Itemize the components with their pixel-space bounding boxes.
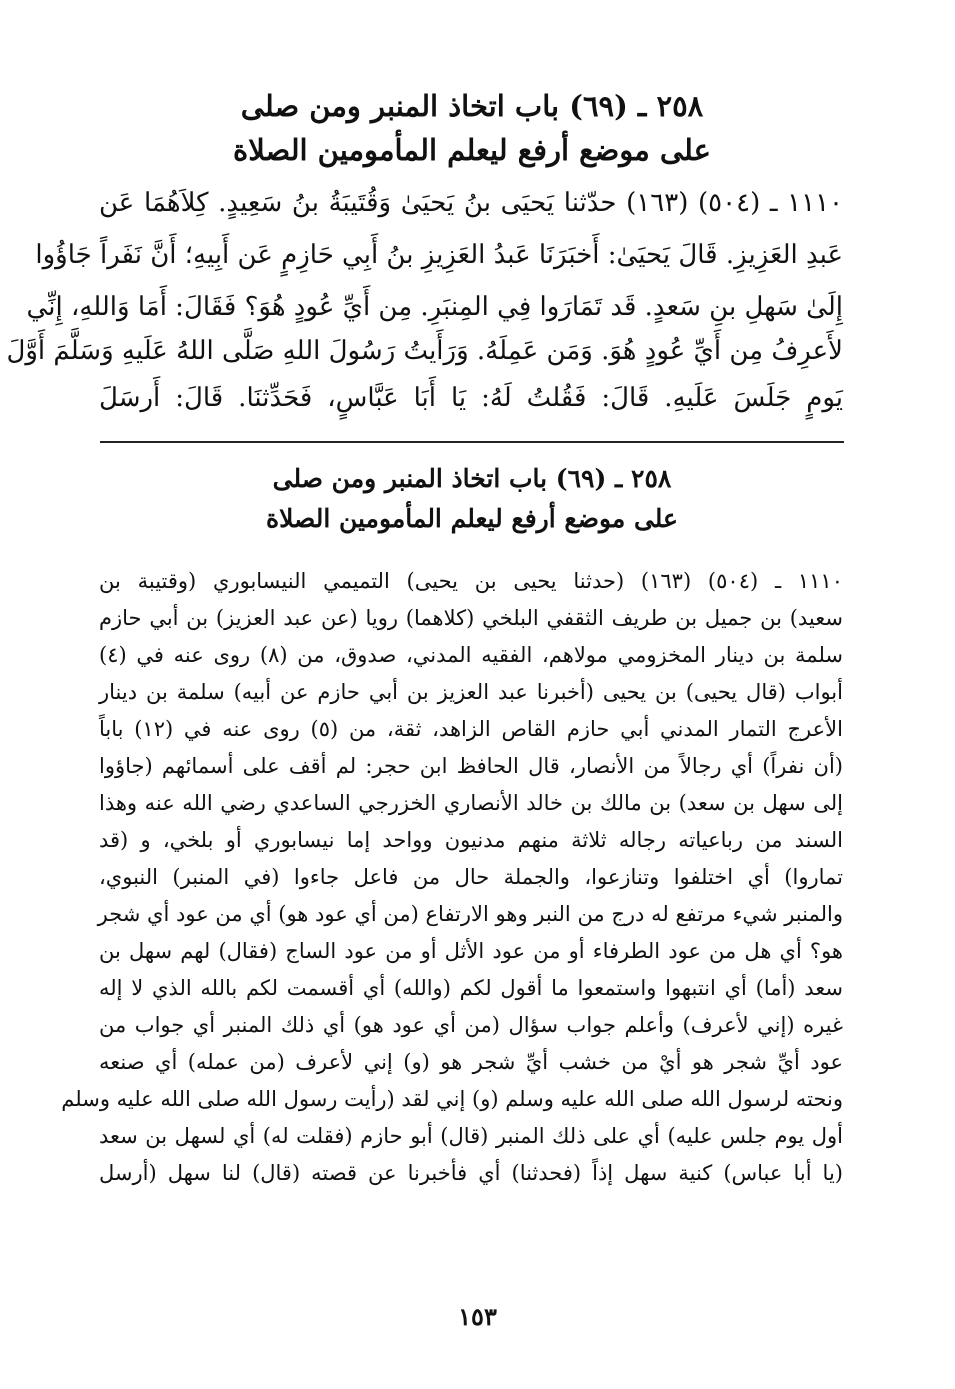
commentary-text-line: إلى سهل بن سعد) بن مالك بن خالد الأنصاري الخزرجي الساعدي رضي الله عنه وهذا bbox=[99, 791, 843, 815]
commentary-title-line-2: على موضع أرفع ليعلم المأمومين الصلاة bbox=[266, 504, 678, 533]
commentary-text-line: الأعرج التمار المدني أبي حازم القاص الزاهد، ثقة، من (٥) روى عنه في (١٢) باباً bbox=[99, 717, 843, 741]
commentary-text-line: سعد (أما) أي انتبهوا واستمعوا ما أقول لكم (والله) أي أقسمت لكم بالله الذي لا إله bbox=[99, 976, 843, 1000]
commentary-text-line: والمنبر شيء مرتفع له درج من النبر وهو الارتفاع (من أي عود هو) أي من عود أي شجر bbox=[97, 902, 843, 926]
commentary-text-line: سعيد) بن جميل بن طريف الثقفي البلخي (كلاهما) رويا (عن عبد العزيز) بن أبي حازم bbox=[99, 606, 843, 630]
hadith-text-line: يَومٍ جَلَسَ عَلَيهِ. قَالَ: فَقُلتُ لَهُ: يَا أَبَا عَبَّاسٍ، فَحَدِّثنَا. قَالَ: أَرسَلَ bbox=[99, 383, 843, 413]
hadith-text-line: ١١١٠ ـ (٥٠٤) (١٦٣) حدّثنا يَحيَى بنُ يَحيَىٰ وَقُتَيبَةُ بنُ سَعِيدٍ. كِلاَهُمَا عَن bbox=[99, 188, 843, 218]
commentary-text-line: أبواب (قال يحيى) بن يحيى (أخبرنا عبد العزيز بن أبي حازم عن أبيه) سلمة بن دينار bbox=[99, 680, 843, 704]
commentary-text-line: السند من رباعياته رجاله ثلاثة منهم مدنيون وواحد إما نيسابوري أو بلخي، و (قد bbox=[99, 828, 843, 852]
commentary-text-line: تماروا) أي اختلفوا وتنازعوا، والجملة حال من فاعل جاءوا (في المنبر) النبوي، bbox=[99, 865, 843, 889]
commentary-text-line: عود أيِّ شجر هو أيْ من خشب أيِّ شجر هو (و) إني لأعرف (من عمله) أي صنعه bbox=[99, 1050, 843, 1074]
commentary-text-line: (يا أبا عباس) كنية سهل إذاً (فحدثنا) أي فأخبرنا عن قصته (قال) لنا سهل (أرسل bbox=[99, 1161, 843, 1185]
hadith-text-line: لأَعرِفُ مِن أَيِّ عُودٍ هُوَ. وَمَن عَمِلَهُ. وَرَأَيتُ رَسُولَ اللهِ صَلَّى اللهُ عَلَيهِ وَسَلَّمَ أَوَّلَ bbox=[6, 336, 843, 366]
section-divider bbox=[100, 441, 844, 443]
commentary-text-line: ١١١٠ ـ (٥٠٤) (١٦٣) (حدثنا يحيى بن يحيى) التميمي النيسابوري (وقتيبة بن bbox=[99, 569, 843, 593]
commentary-text-line: هو؟ أي هل من عود الطرفاء أو من عود الأثل أو من عود الساج (فقال) لهم سهل بن bbox=[99, 939, 843, 963]
page-number: ١٥٣ bbox=[458, 1302, 497, 1331]
hadith-text-line: إِلَىٰ سَهلِ بنِ سَعدٍ. قَد تَمَارَوا فِي المِنبَرِ. مِن أَيِّ عُودٍ هُوَ؟ فَقَالَ: أَمَا وَاللهِ، إِنِّي bbox=[26, 292, 843, 322]
chapter-title-line-2: على موضع أرفع ليعلم المأمومين الصلاة bbox=[233, 133, 711, 167]
commentary-text-line: غيره (إني لأعرف) وأعلم جواب سؤال (من أي عود هو) أي ذلك المنبر أي جواب من bbox=[99, 1013, 843, 1037]
hadith-text-line: عَبدِ العَزِيزِ. قَالَ يَحيَىٰ: أَخبَرَنَا عَبدُ العَزِيزِ بنُ أَبِي حَازِمٍ عَن أَبِيهِ؛ أَنَّ نَفَراً جَاؤُوا bbox=[35, 240, 843, 270]
commentary-title-line-1: ٢٥٨ ـ (٦٩) باب اتخاذ المنبر ومن صلى bbox=[272, 464, 672, 493]
commentary-text-line: (أن نفراً) أي رجالاً من الأنصار، قال الحافظ ابن حجر: لم أقف على أسمائهم (جاؤوا bbox=[99, 754, 843, 778]
commentary-text-line: ونحته لرسول الله صلى الله عليه وسلم (و) إني لقد (رأيت رسول الله صلى الله عليه وسلم bbox=[61, 1087, 843, 1111]
commentary-text-line: أول يوم جلس عليه) أي على ذلك المنبر (قال) أبو حازم (فقلت له) أي لسهل بن سعد bbox=[99, 1124, 843, 1148]
chapter-title-line-1: ٢٥٨ ـ (٦٩) باب اتخاذ المنبر ومن صلى bbox=[240, 89, 704, 123]
commentary-text-line: سلمة بن دينار المخزومي مولاهم، الفقيه المدني، صدوق، من (٨) روى عنه في (٤) bbox=[99, 643, 843, 667]
